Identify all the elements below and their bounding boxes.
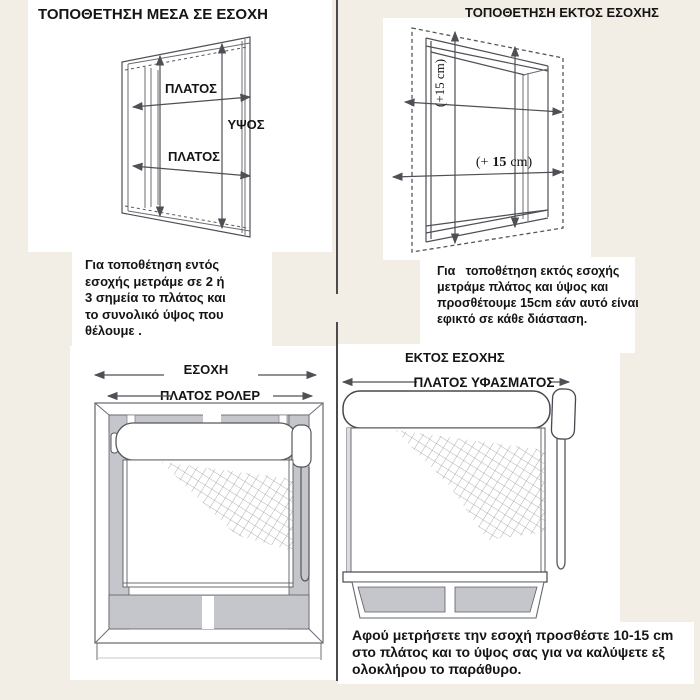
width-label-bottom: ΠΛΑΤΟΣ (168, 149, 220, 164)
bottom-rail (343, 572, 547, 582)
bottom-measuring-note (352, 627, 673, 678)
recess-top-inner-edge (128, 43, 250, 64)
window-right-frame-lines (242, 39, 245, 235)
note-line: 3 σημεία το πλάτος και (85, 290, 226, 305)
roller-width-label: ΠΛΑΤΟΣ ΡΟΛΕΡ (159, 388, 261, 403)
roller-outside-recess-diagram (338, 344, 588, 634)
note-line: Για τοποθέτηση εκτός εσοχής (437, 264, 620, 278)
control-end-bracket (551, 389, 576, 440)
note-line: Αφού μετρήσετε την εσοχή προσθέστε 10-15 cm (352, 627, 674, 643)
outside-recess-window-diagram (385, 20, 585, 265)
plus15-value: 15 (492, 155, 507, 170)
roller-tube (116, 423, 297, 460)
plus15-close: cm) (510, 155, 533, 170)
roller-tube (343, 391, 550, 428)
note-line: θέλουμε . (85, 323, 142, 338)
width-label-top: ΠΛΑΤΟΣ (165, 81, 217, 96)
height-label: ΥΨΟΣ (227, 117, 265, 132)
recess-label: ΕΣΟΧΗ (183, 362, 229, 377)
bottom-center-gap (202, 596, 214, 629)
horizontal-plus15-label (476, 155, 533, 170)
recess-reveal-left-quad (358, 587, 445, 612)
roller-inside-recess-diagram (88, 355, 336, 675)
fabric-width-label: ΠΛΑΤΟΣ ΥΦΑΣΜΑΤΟΣ (413, 375, 555, 390)
chain-loop (557, 439, 565, 569)
note-line: εφικτό σε κάθε διάσταση. (437, 312, 588, 326)
inside-recess-note (85, 257, 226, 340)
note-line: προσθέτουμε 15cm εάν αυτό είναι (437, 296, 639, 310)
note-line: εσοχής μετράμε σε 2 ή (85, 273, 225, 289)
bottom-right-diagram-title: ΕΚΤΟΣ ΕΣΟΧΗΣ (405, 350, 505, 365)
recess-reveal-right-quad (455, 587, 537, 612)
fabric-left-shade (347, 428, 351, 575)
top-left-title: ΤΟΠΟΘΕΤΗΣΗ ΜΕΣΑ ΣΕ ΕΣΟΧΗ (38, 6, 268, 23)
top-right-title: ΤΟΠΟΘΕΤΗΣΗ ΕΚΤΟΣ ΕΣΟΧΗΣ (465, 5, 659, 20)
note-line: στο πλάτος και το ύψος σας για να καλύψετε εξ (352, 644, 665, 660)
width-plus-arrow-bottom (393, 172, 562, 177)
note-line: μετράμε πλάτος και ύψος και (437, 280, 609, 294)
recess-bottom-inner-edge (128, 211, 250, 231)
plus15-open: (+ (475, 155, 489, 170)
window-left-frame-lines (426, 38, 431, 242)
note-line: Για τοποθέτηση εντός (85, 257, 220, 272)
inside-recess-window-diagram (95, 30, 315, 250)
window-jamb-lines (145, 67, 158, 208)
window-bottom-frame-lines (426, 210, 548, 242)
note-line: το συνολικό ύψος που (85, 306, 224, 322)
width-plus-arrow-top (405, 102, 562, 112)
wall-corner-lines (97, 643, 321, 660)
vertical-divider-top (336, 0, 338, 294)
roller-end-cap (292, 425, 311, 467)
vertical-plus15-label: (+15 cm) (432, 58, 447, 108)
window-right-jamb-lines (523, 69, 548, 221)
outside-recess-note (437, 263, 639, 327)
top-dashed-line (125, 47, 247, 70)
note-line: ολοκλήρου το παράθυρο. (352, 661, 522, 677)
recess-outer-frame (122, 37, 250, 237)
